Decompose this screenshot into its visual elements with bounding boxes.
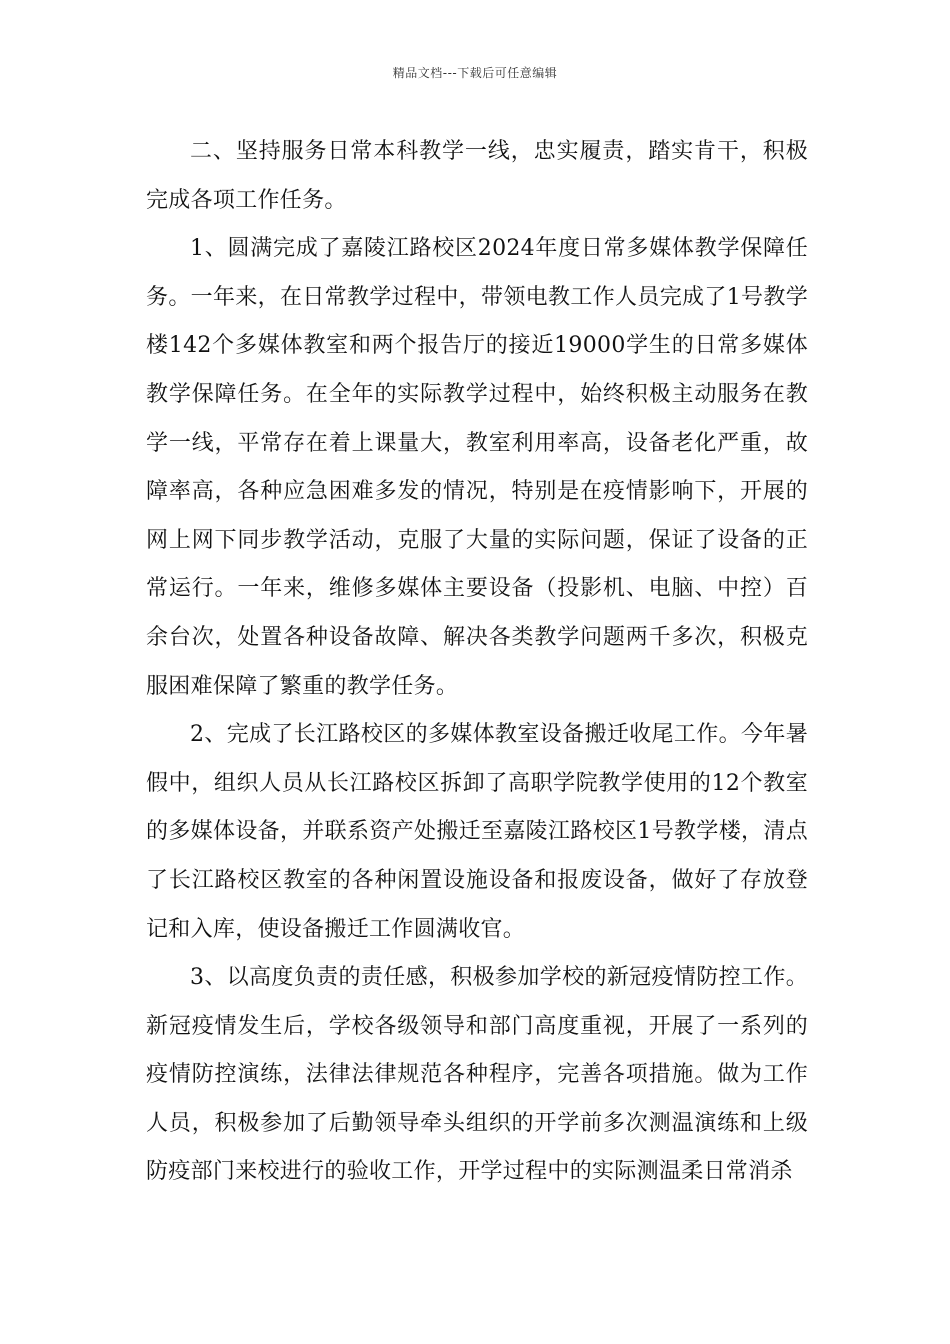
paragraph-item-1: 1、圆满完成了嘉陵江路校区2024年度日常多媒体教学保障任务。一年来，在日常教学过程中，带领电教工作人员完成了1号教学楼142个多媒体教室和两个报告厅的接近19000学生的日常多媒体教学保障任务。在全年的实际教学过程中，始终积极主动服务在教学一线，平常存在着上课量大，教室利用率高，设备老化严重，故障率高，各种应急困难多发的情况，特别是在疫情影响下，开展的网上网下同步教学活动，克服了大量的实际问题，保证了设备的正常运行。一年来，维修多媒体主要设备（投影机、电脑、中控）百余台次，处置各种设备故障、解决各类教学问题两千多次，积极克服困难保障了繁重的教学任务。	[146, 236, 808, 699]
paragraph-item-2: 2、完成了长江路校区的多媒体教室设备搬迁收尾工作。今年暑假中，组织人员从长江路校区拆卸了高职学院教学使用的12个教室的多媒体设备，并联系资产处搬迁至嘉陵江路校区1号教学楼，清点了长江路校区教室的各种闲置设施设备和报废设备，做好了存放登记和入库，使设备搬迁工作圆满收官。	[146, 722, 808, 942]
page-header: 精品文档---下载后可任意编辑	[392, 66, 558, 80]
paragraph-section-two: 二、坚持服务日常本科教学一线，忠实履责，踏实肯干，积极完成各项工作任务。	[146, 139, 808, 213]
document-body	[146, 128, 808, 1197]
paragraph-item-3: 3、以高度负责的责任感，积极参加学校的新冠疫情防控工作。新冠疫情发生后，学校各级领导和部门高度重视，开展了一系列的疫情防控演练，法律法律规范各种程序，完善各项措施。做为工作人员，积极参加了后勤领导牵头组织的开学前多次测温演练和上级防疫部门来校进行的验收工作，开学过程中的实际测温柔日常消杀	[146, 965, 808, 1185]
